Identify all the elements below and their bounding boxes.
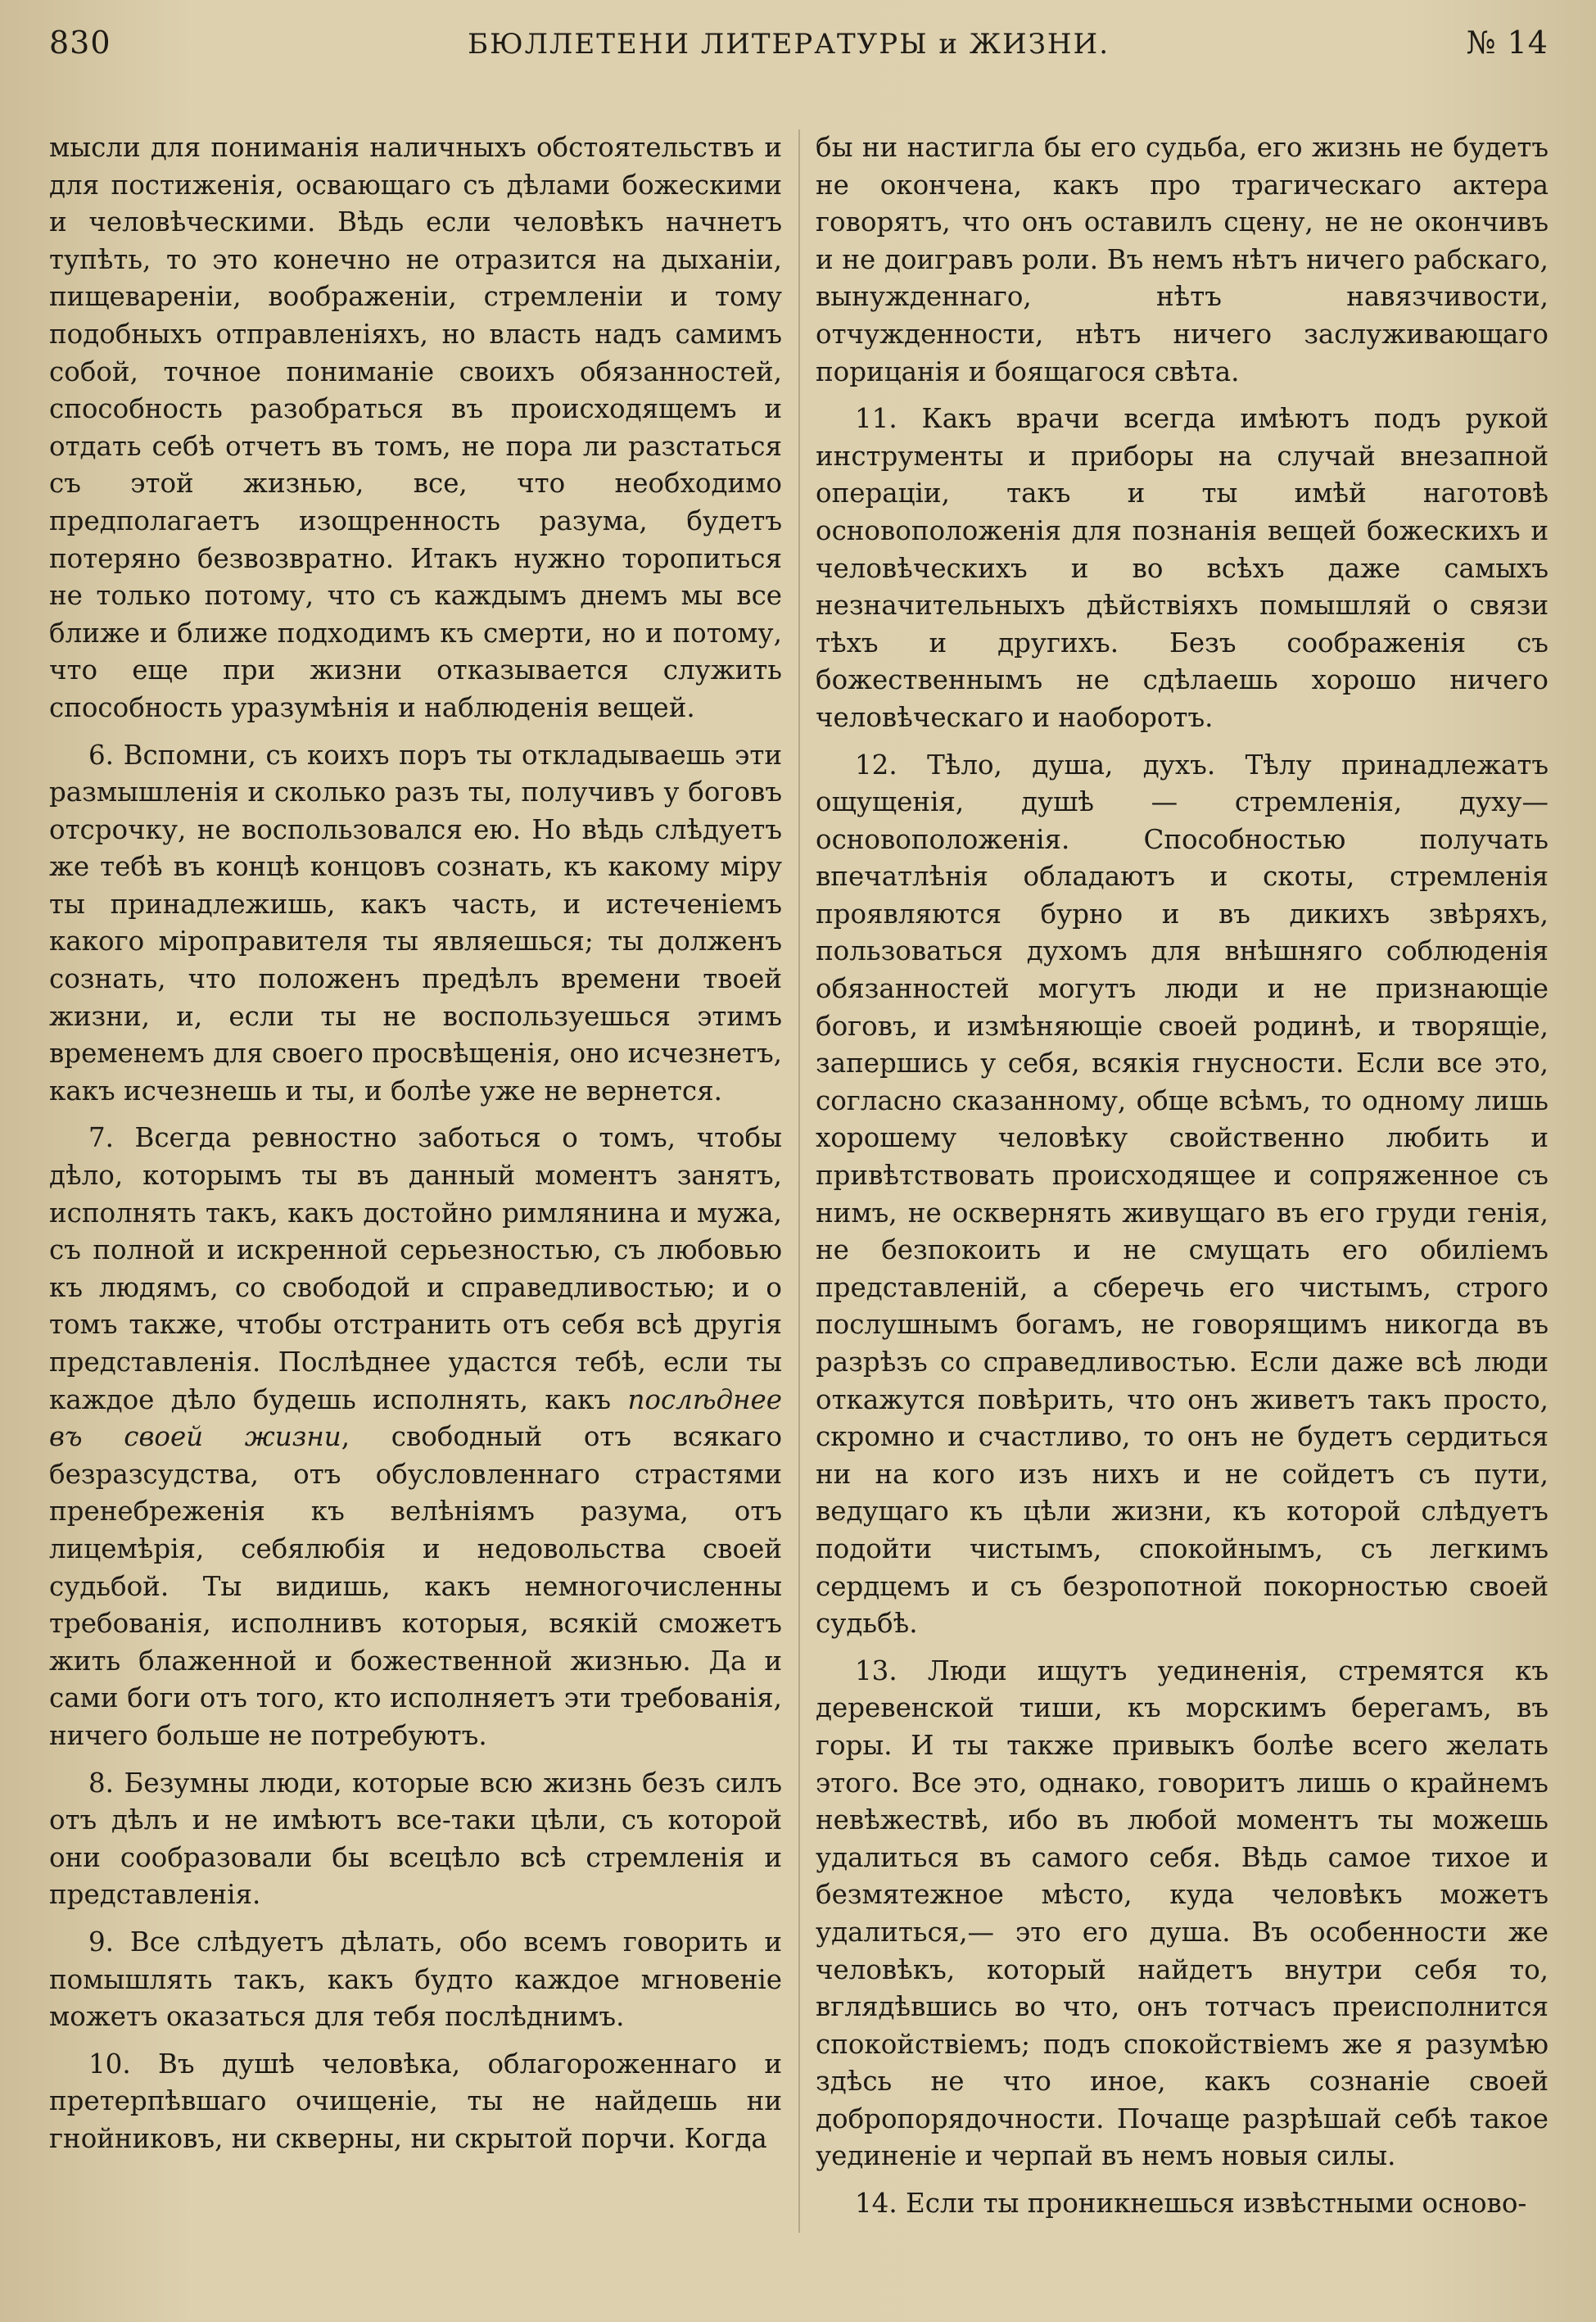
paragraph-12: 12. Тѣло, душа, духъ. Тѣлу принадлежатъ ощущенія, душѣ — стремленія, духу—основоположенія. Способностью получать впечатлѣнія обладаютъ и скоты, стремленія проявляются бурно и въ дикихъ звѣряхъ, пользоваться духомъ для внѣшняго соблюденія обязанностей могутъ люди и не признающіе боговъ, и измѣняющіе своей родинѣ, и творящіе, запершись у себя, всякія гнусности. Если все это, согласно сказанному, обще всѣмъ, то одному лишь хорошему человѣку свойственно любить и привѣтствовать происходящее и сопряженное съ нимъ, не осквернять живущаго въ его груди генія, не безпокоить и не смущать его обиліемъ представленій, а сберечь его чистымъ, строго послушнымъ богамъ, не говорящимъ никогда въ разрѣзъ со справедливостью. Если даже всѣ люди откажутся повѣрить, что онъ живетъ такъ просто, скромно и счастливо, то онъ не будетъ сердиться ни на кого изъ нихъ и не сойдетъ съ пути, ведущаго къ цѣли жизни, къ которой слѣдуетъ подойти чистымъ, спокойнымъ, съ легкимъ сердцемъ и съ безропотной покорностью своей судьбѣ. (816, 749, 1549, 1640)
running-head (49, 25, 1549, 82)
paragraph-9: 9. Все слѣдуетъ дѣлать, обо всемъ говорить и помышлять такъ, какъ будто каждое мгновеніе можетъ оказаться для тебя послѣднимъ. (49, 1926, 782, 2033)
paragraph-11: 11. Какъ врачи всегда имѣютъ подъ рукой инструменты и приборы на случай внезапной операціи, такъ и ты имѣй наготовѣ основоположенія для познанія вещей божескихъ и человѣческихъ и во всѣхъ даже самыхъ незначительныхъ дѣйствіяхъ помышляй о связи тѣхъ и другихъ. Безъ соображенія съ божественнымъ не сдѣлаешь хорошо ничего человѣческаго и наоборотъ. (816, 403, 1549, 733)
paragraph-7 (49, 1120, 782, 1754)
publication-title: БЮЛЛЕТЕНИ ЛИТЕРАТУРЫ и ЖИЗНИ. (468, 28, 1110, 61)
column-divider (798, 129, 800, 2233)
paragraph-continuation: мысли для пониманія наличныхъ обстоятельствъ и для постиженія, освающаго съ дѣлами божескими и человѣческими. Вѣдь если человѣкъ начнетъ тупѣть, то это конечно не отразится на дыханіи, пищевареніи, воображеніи, стремленіи и тому подобныхъ отправленіяхъ, но власть надъ самимъ собой, точное пониманіе своихъ обязанностей, способность разобраться въ происходящемъ и отдать себѣ отчетъ въ томъ, не пора ли разстаться съ этой жизнью, все, что необходимо предполагаетъ изощренность разума, будетъ потеряно безвозвратно. Итакъ нужно торопиться не только потому, что съ каждымъ днемъ мы все ближе и ближе подходимъ къ смерти, но и потому, что еще при жизни отказывается служить способность уразумѣнія и наблюденія вещей. (49, 132, 782, 723)
issue-number: № 14 (1466, 25, 1549, 61)
paragraph-6: 6. Вспомни, съ коихъ поръ ты откладываешь эти размышленія и сколько разъ ты, получивъ у боговъ отсрочку, не воспользовался ею. Но вѣдь слѣдуетъ же тебѣ въ концѣ концовъ сознать, къ какому міру ты принадлежишь, какъ часть, и истеченіемъ какого міроправителя ты являешься; ты долженъ сознать, что положенъ предѣлъ времени твоей жизни, и, если ты не воспользуешься этимъ временемъ для своего просвѣщенія, оно исчезнетъ, какъ исчезнешь и ты, и болѣе уже не вернется. (49, 739, 782, 1107)
paragraph-7-part-a: 7. Всегда ревностно заботься о томъ, чтобы дѣло, которымъ ты въ данный моментъ занятъ, исполнять такъ, какъ достойно римлянина и мужа, съ полной и искренной серьезностью, съ любовью къ людямъ, со свободой и справедливостью; и о томъ также, чтобы отстранить отъ себя всѣ другія представленія. Послѣднее удастся тебѣ, если ты каждое дѣло будешь исполнять, какъ (49, 1122, 782, 1415)
page-number: 830 (49, 25, 111, 61)
paragraph-10-continuation: бы ни настигла бы его судьба, его жизнь не будетъ не окончена, какъ про трагическаго актера говорятъ, что онъ оставилъ сцену, не не окончивъ и не доигравъ роли. Въ немъ нѣтъ ничего рабскаго, вынужденнаго, нѣтъ навязчивости, отчужденности, нѣтъ ничего заслуживающаго порицанія и боящагося свѣта. (816, 132, 1549, 387)
paragraph-10: 10. Въ душѣ человѣка, облагороженнаго и претерпѣвшаго очищеніе, ты не найдешь ни гнойниковъ, ни скверны, ни скрытой порчи. Когда (49, 2048, 782, 2154)
paragraph-14: 14. Если ты проникнешься извѣстными осново- (855, 2188, 1527, 2220)
text-columns (49, 129, 1549, 2233)
paragraph-8: 8. Безумны люди, которые всю жизнь безъ силъ отъ дѣлъ и не имѣютъ все-таки цѣли, съ которой они сообразовали бы всецѣло всѣ стремленія и представленія. (49, 1767, 782, 1911)
paragraph-13: 13. Люди ищутъ уединенія, стремятся къ деревенской тиши, къ морскимъ берегамъ, въ горы. И ты также привыкъ болѣе всего желать этого. Все это, однако, говоритъ лишь о крайнемъ невѣжествѣ, ибо въ любой моментъ ты можешь удалиться въ самого себя. Вѣдь самое тихое и безмятежное мѣсто, куда человѣкъ можетъ удалиться,— это его душа. Въ особенности же человѣкъ, который найдетъ внутри себя то, вглядѣвшись во что, онъ тотчасъ преисполнится спокойствіемъ; подъ спокойствіемъ же я разумѣю здѣсь не что иное, какъ сознаніе своей добропорядочности. Почаще разрѣшай себѣ такое уединеніе и черпай въ немъ новыя силы. (816, 1654, 1549, 2172)
left-column (49, 129, 782, 2233)
paragraph-7-part-b: , свободный отъ всякаго безразсудства, отъ обусловленнаго страстями пренебреженія къ велѣніямъ разума, отъ лицемѣрія, себялюбія и недовольства своей судьбой. Ты видишь, какъ немногочисленны требованія, исполнивъ которыя, всякій сможетъ жить блаженной и божественной жизнью. Да и сами боги отъ того, кто исполняетъ эти требованія, ничего больше не потребуютъ. (49, 1421, 783, 1751)
right-column (816, 129, 1549, 2233)
paragraph-7-italic: послѣднее въ своей жизни (49, 1383, 782, 1453)
